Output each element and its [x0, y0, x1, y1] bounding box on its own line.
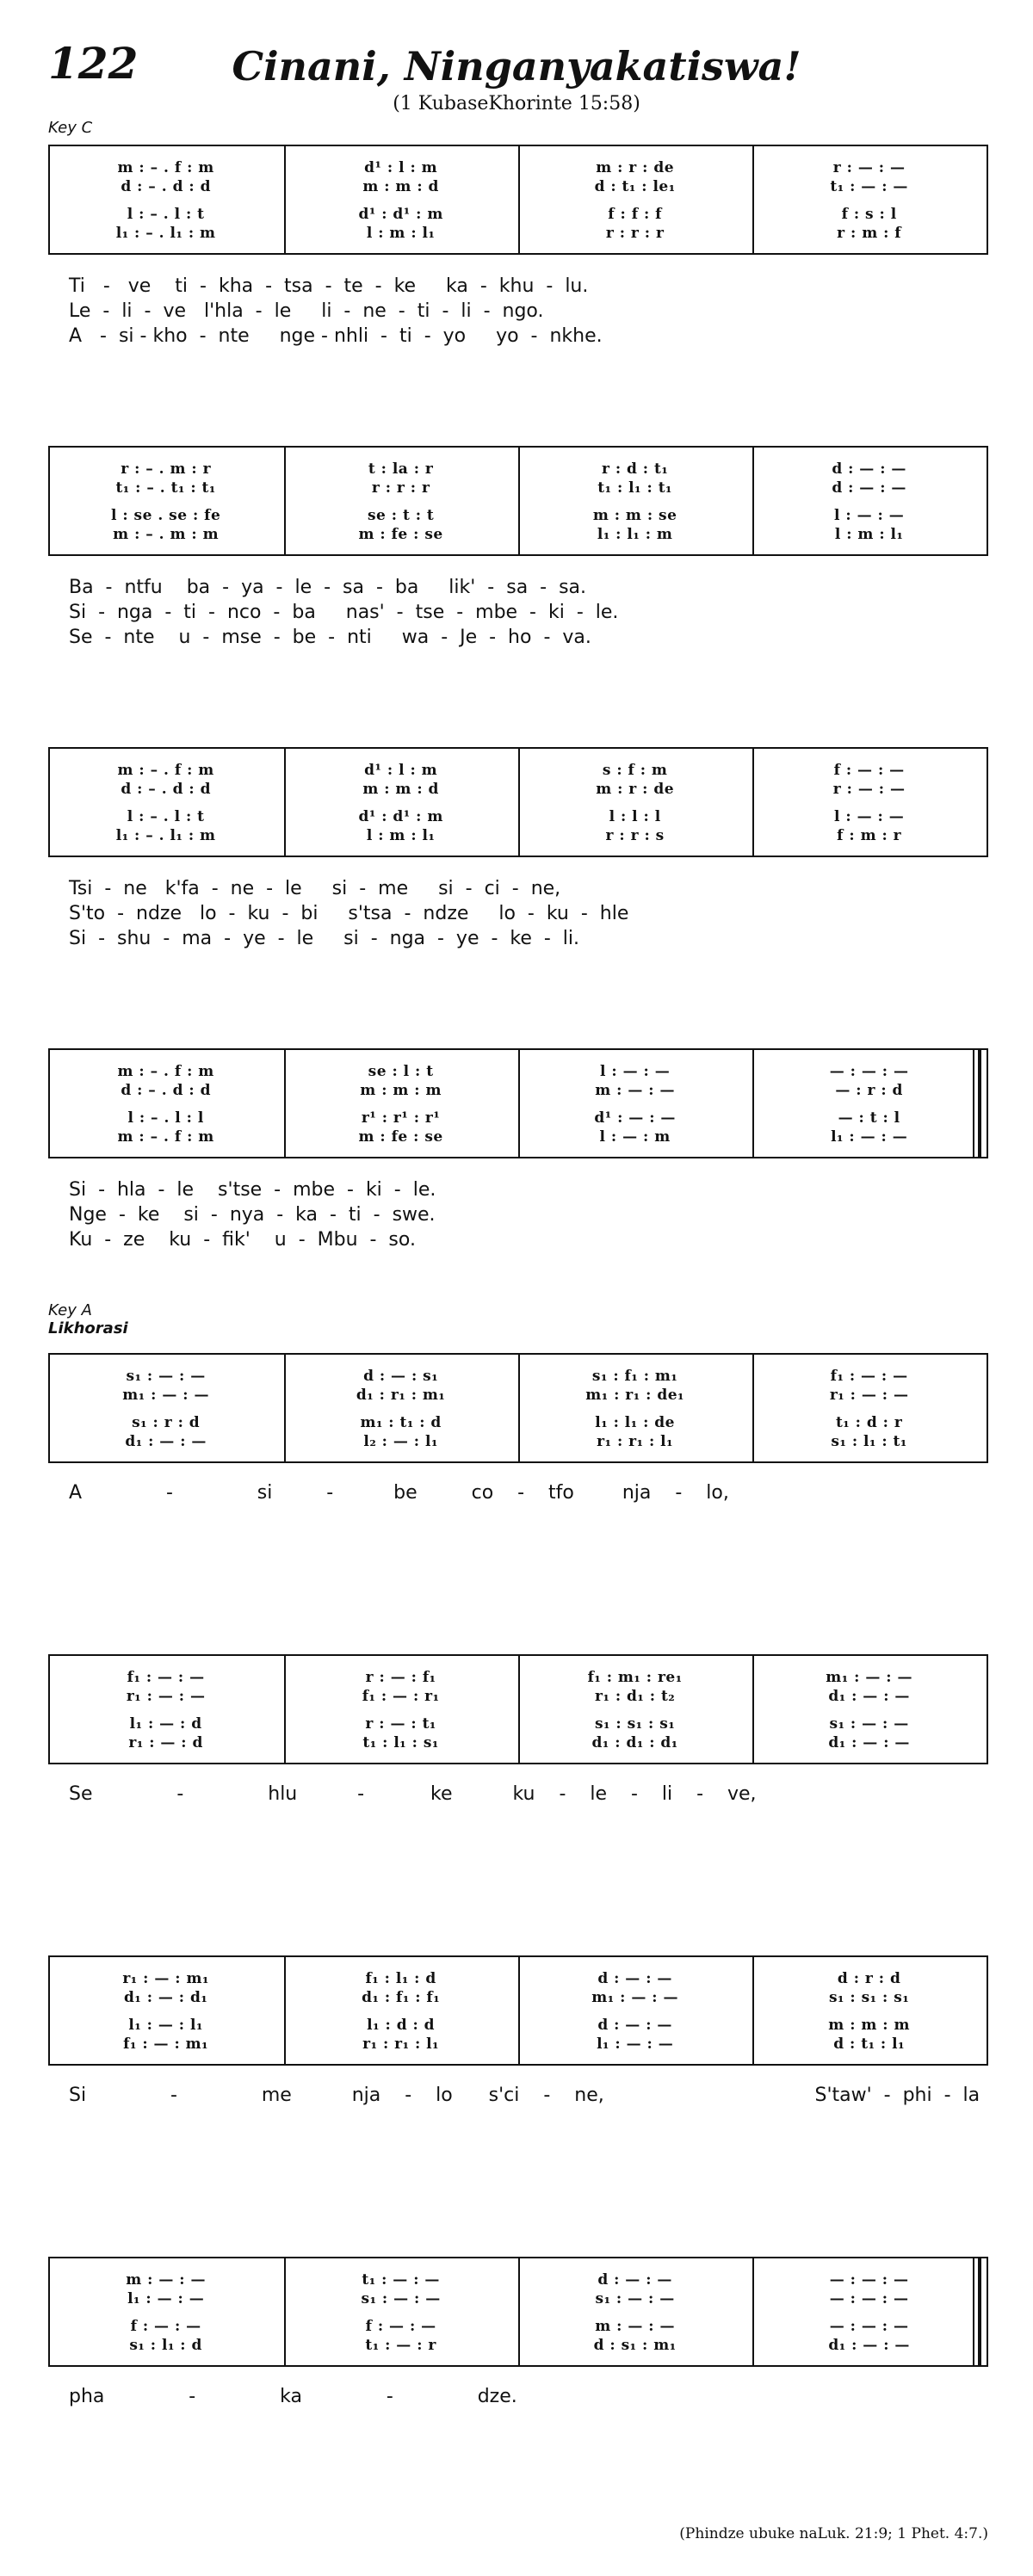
- upper-voices: [286, 460, 516, 497]
- solfa-line: t₁ : — : r: [365, 2337, 436, 2354]
- solfa-line: d₁ : — : —: [828, 2337, 910, 2354]
- solfa-line: l : m : l₁: [366, 225, 436, 242]
- lyric-line: Ba - ntfu ba - ya - le - sa - ba lik' - sa - sa.: [69, 577, 587, 598]
- solfa-line: r₁ : r₁ : l₁: [362, 2035, 440, 2053]
- lyric-line: Se - hlu - ke ku - le - li - ve,: [69, 1783, 757, 1805]
- solfa-line: r¹ : r¹ : r¹: [361, 1109, 441, 1127]
- hymn-title: Cinani, Ninganyakatiswa!: [232, 43, 801, 90]
- solfa-line: f₁ : — : —: [830, 1368, 908, 1385]
- solfa-line: r : r : s: [605, 827, 665, 844]
- lyric-line: A - si - be co - tfo nja - lo,: [69, 1482, 729, 1504]
- solfa-line: l : se . se : fe: [110, 507, 221, 524]
- upper-voices: [520, 158, 750, 196]
- solfa-line: — : — : —: [829, 1063, 909, 1080]
- upper-voices: [754, 2270, 984, 2308]
- lower-voices: [754, 506, 984, 544]
- solfa-line: l₁ : – . l₁ : m: [115, 827, 216, 844]
- solfa-line: d₁ : f₁ : f₁: [362, 1989, 441, 2006]
- lower-voices: [520, 1714, 750, 1752]
- solfa-line: d : r : d: [837, 1970, 901, 1987]
- upper-voices: [286, 761, 516, 799]
- measure: [518, 1656, 750, 1763]
- solfa-line: f : f : f: [608, 206, 662, 223]
- solfa-line: — : — : —: [829, 2271, 909, 2289]
- solfa-line: m₁ : — : —: [591, 1989, 678, 2006]
- solfa-line: s₁ : r : d: [132, 1414, 201, 1431]
- measure: [752, 749, 984, 856]
- measure: [752, 1050, 984, 1157]
- upper-voices: [754, 1668, 984, 1706]
- solfa-line: se : t : t: [367, 507, 435, 524]
- lower-voices: [754, 2016, 984, 2054]
- lyric-line: S'to - ndze lo - ku - bi s'tsa - ndze lo - ku - hle: [69, 903, 629, 924]
- scripture-reference: (1 KubaseKhorinte 15:58): [393, 93, 640, 114]
- footer-reference: (Phindze ubuke naLuk. 21:9; 1 Phet. 4:7.): [679, 2525, 988, 2542]
- upper-voices: [286, 1062, 516, 1100]
- solfa-line: d₁ : — : —: [828, 1688, 910, 1705]
- solfa-line: — : — : —: [829, 2290, 909, 2307]
- solfa-line: d¹ : d¹ : m: [358, 206, 443, 223]
- solfa-line: r : — : —: [832, 159, 906, 176]
- solfa-line: d : — : —: [832, 460, 906, 478]
- solfa-line: m₁ : — : —: [122, 1387, 209, 1404]
- measure: [752, 448, 984, 554]
- solfa-line: d : — : —: [597, 2271, 672, 2289]
- final-barline: [973, 1050, 981, 1157]
- upper-voices: [50, 761, 281, 799]
- solfa-line: s₁ : — : —: [126, 1368, 206, 1385]
- solfa-line: r : — : —: [832, 781, 906, 798]
- measure: [518, 448, 750, 554]
- solfa-line: s₁ : f₁ : m₁: [591, 1368, 678, 1385]
- lower-voices: [50, 205, 281, 243]
- lyric-line: Ku - ze ku - fik' u - Mbu - so.: [69, 1229, 416, 1251]
- music-system: [48, 747, 988, 857]
- solfa-line: l : — : —: [834, 507, 905, 524]
- solfa-line: d¹ : l : m: [364, 762, 438, 779]
- lyrics-block: [69, 1480, 981, 1505]
- measure: [518, 749, 750, 856]
- upper-voices: [520, 1367, 750, 1405]
- lyric-line: pha - ka - dze.: [69, 2386, 517, 2407]
- solfa-line: d₁ : d₁ : d₁: [591, 1734, 678, 1751]
- solfa-line: f₁ : — : r₁: [362, 1688, 440, 1705]
- solfa-line: f : — : —: [833, 762, 905, 779]
- solfa-line: r : m : f: [837, 225, 902, 242]
- measure: [284, 146, 516, 253]
- solfa-line: d¹ : d¹ : m: [358, 808, 443, 825]
- solfa-line: r : – . m : r: [121, 460, 212, 478]
- lower-voices: [520, 2317, 750, 2355]
- music-system: [48, 1654, 988, 1764]
- measure: [752, 2258, 984, 2365]
- solfa-line: f₁ : m₁ : re₁: [587, 1669, 683, 1686]
- solfa-line: r₁ : — : m₁: [122, 1970, 209, 1987]
- solfa-line: r₁ : — : —: [126, 1688, 206, 1705]
- solfa-line: — : t : l: [838, 1109, 900, 1127]
- solfa-line: d : – . d : d: [121, 781, 211, 798]
- solfa-line: t₁ : — : —: [830, 178, 908, 195]
- solfa-line: d : – . d : d: [121, 178, 211, 195]
- lyric-line: Ti - ve ti - kha - tsa - te - ke ka - khu - lu.: [69, 275, 589, 297]
- solfa-line: f₁ : — : m₁: [123, 2035, 209, 2053]
- lower-voices: [754, 807, 984, 845]
- solfa-line: r₁ : — : —: [829, 1387, 909, 1404]
- measure: [50, 749, 281, 856]
- measure: [284, 1656, 516, 1763]
- solfa-line: r : d : t₁: [601, 460, 669, 478]
- lyric-line: Si - nga - ti - nco - ba nas' - tse - mbe - ki - le.: [69, 602, 619, 623]
- solfa-line: m : r : de: [596, 159, 675, 176]
- upper-voices: [520, 1062, 750, 1100]
- solfa-line: m : – . f : m: [117, 1063, 214, 1080]
- solfa-line: m : – . f : m: [117, 1128, 214, 1146]
- upper-voices: [520, 1969, 750, 2007]
- solfa-line: t₁ : – . t₁ : t₁: [115, 479, 216, 497]
- solfa-line: r : r : r: [605, 225, 665, 242]
- lower-voices: [520, 807, 750, 845]
- upper-voices: [286, 2270, 516, 2308]
- solfa-line: s₁ : l₁ : d: [129, 2337, 202, 2354]
- upper-voices: [50, 460, 281, 497]
- lower-voices: [286, 1413, 516, 1451]
- solfa-line: d : s₁ : m₁: [593, 2337, 677, 2354]
- solfa-line: t₁ : l₁ : s₁: [362, 1734, 439, 1751]
- solfa-line: m : m : m: [828, 2017, 910, 2034]
- solfa-line: l₁ : — : —: [831, 1128, 908, 1146]
- solfa-line: l₁ : d : d: [367, 2017, 436, 2034]
- lower-voices: [50, 506, 281, 544]
- key-label: [48, 119, 92, 137]
- solfa-line: m : – . f : m: [117, 159, 214, 176]
- lyric-line: Le - li - ve l'hla - le li - ne - ti - li - ngo.: [69, 300, 544, 322]
- solfa-line: m : – . f : m: [117, 762, 214, 779]
- solfa-line: l : – . l : l: [127, 1109, 204, 1127]
- solfa-line: r₁ : d₁ : t₂: [595, 1688, 676, 1705]
- hymn-number: 122: [48, 38, 139, 89]
- measure: [518, 1355, 750, 1461]
- solfa-line: m₁ : t₁ : d: [360, 1414, 442, 1431]
- lower-voices: [520, 1413, 750, 1451]
- lyric-line: Se - nte u - mse - be - nti wa - Je - ho - va.: [69, 627, 591, 648]
- solfa-line: d : — : —: [597, 1970, 672, 1987]
- upper-voices: [50, 2270, 281, 2308]
- solfa-line: t₁ : l₁ : t₁: [597, 479, 672, 497]
- measure: [284, 448, 516, 554]
- upper-voices: [754, 158, 984, 196]
- music-system: [48, 1353, 988, 1463]
- solfa-line: f₁ : l₁ : d: [365, 1970, 436, 1987]
- measure: [284, 749, 516, 856]
- solfa-line: s₁ : s₁ : s₁: [594, 1715, 676, 1733]
- solfa-line: l : — : —: [600, 1063, 671, 1080]
- lower-voices: [520, 2016, 750, 2054]
- solfa-line: m₁ : r₁ : de₁: [585, 1387, 684, 1404]
- lyrics-block: [69, 876, 981, 951]
- lower-voices: [50, 1413, 281, 1451]
- lyric-line: A - si - kho - nte nge - nhli - ti - yo yo - nkhe.: [69, 325, 603, 347]
- lower-voices: [50, 2317, 281, 2355]
- solfa-line: l₁ : l₁ : de: [595, 1414, 675, 1431]
- upper-voices: [50, 1668, 281, 1706]
- music-system: [48, 1955, 988, 2066]
- upper-voices: [50, 1969, 281, 2007]
- solfa-line: d : — : s₁: [363, 1368, 439, 1385]
- measure: [50, 1355, 281, 1461]
- measure: [752, 1957, 984, 2064]
- solfa-line: s₁ : — : —: [595, 2290, 675, 2307]
- measure: [50, 448, 281, 554]
- measure: [50, 2258, 281, 2365]
- music-system: [48, 145, 988, 255]
- music-system: [48, 2257, 988, 2367]
- solfa-line: l₁ : – . l₁ : m: [115, 225, 216, 242]
- solfa-line: m : fe : se: [358, 1128, 443, 1146]
- solfa-line: d : — : —: [832, 479, 906, 497]
- measure: [518, 1957, 750, 2064]
- upper-voices: [286, 158, 516, 196]
- solfa-line: — : r : d: [835, 1082, 903, 1099]
- solfa-line: m : r : de: [596, 781, 675, 798]
- solfa-line: m : m : d: [362, 178, 439, 195]
- solfa-line: l₂ : — : l₁: [363, 1433, 438, 1450]
- measure: [752, 1355, 984, 1461]
- solfa-line: d : t₁ : le₁: [594, 178, 676, 195]
- lower-voices: [50, 2016, 281, 2054]
- solfa-line: l : – . l : t: [127, 206, 205, 223]
- solfa-line: s₁ : l₁ : t₁: [831, 1433, 907, 1450]
- measure: [284, 1957, 516, 2064]
- lyrics-block: [69, 575, 981, 650]
- upper-voices: [520, 1668, 750, 1706]
- lower-voices: [520, 205, 750, 243]
- solfa-line: d¹ : l : m: [364, 159, 438, 176]
- solfa-line: d : — : —: [597, 2017, 672, 2034]
- lyric-line: Si - hla - le s'tse - mbe - ki - le.: [69, 1179, 436, 1201]
- solfa-line: f : s : l: [841, 206, 897, 223]
- solfa-line: d₁ : — : d₁: [123, 1989, 208, 2006]
- measure: [518, 1050, 750, 1157]
- solfa-line: — : — : —: [829, 2318, 909, 2335]
- lower-voices: [754, 1413, 984, 1451]
- upper-voices: [520, 761, 750, 799]
- upper-voices: [520, 460, 750, 497]
- lower-voices: [286, 2317, 516, 2355]
- upper-voices: [754, 1062, 984, 1100]
- measure: [50, 146, 281, 253]
- measure: [752, 1656, 984, 1763]
- lower-voices: [286, 1109, 516, 1146]
- solfa-line: l₁ : — : l₁: [128, 2017, 203, 2034]
- lower-voices: [286, 1714, 516, 1752]
- lyric-line: Nge - ke si - nya - ka - ti - swe.: [69, 1204, 436, 1226]
- solfa-line: f : m : r: [837, 827, 902, 844]
- lyric-line: Tsi - ne k'fa - ne - le si - me si - ci - ne,: [69, 878, 561, 899]
- solfa-line: l : – . l : t: [127, 808, 205, 825]
- upper-voices: [286, 1367, 516, 1405]
- lower-voices: [286, 506, 516, 544]
- upper-voices: [754, 1969, 984, 2007]
- measure: [50, 1957, 281, 2064]
- music-system: [48, 1048, 988, 1158]
- lower-voices: [754, 1714, 984, 1752]
- lyrics-block: [69, 274, 981, 349]
- lyric-line: Si - me nja - lo s'ci - ne, S'taw' - phi - la: [69, 2085, 980, 2106]
- solfa-line: m : m : m: [360, 1082, 442, 1099]
- solfa-line: l₁ : — : —: [127, 2290, 205, 2307]
- solfa-line: m : fe : se: [358, 526, 443, 543]
- key-text: Key C: [48, 119, 93, 137]
- solfa-line: r : r : r: [371, 479, 430, 497]
- lyrics-block: [69, 2384, 981, 2409]
- lower-voices: [50, 1714, 281, 1752]
- measure: [50, 1050, 281, 1157]
- solfa-line: l : l : l: [609, 808, 661, 825]
- solfa-line: m : m : se: [592, 507, 677, 524]
- lower-voices: [286, 205, 516, 243]
- chorus-label: Likhorasi: [48, 1319, 128, 1337]
- solfa-line: t₁ : — : —: [362, 2271, 440, 2289]
- upper-voices: [520, 2270, 750, 2308]
- solfa-line: s₁ : — : —: [829, 1715, 909, 1733]
- solfa-line: se : l : t: [368, 1063, 434, 1080]
- final-barline: [973, 2258, 981, 2365]
- measure: [284, 1050, 516, 1157]
- lower-voices: [286, 807, 516, 845]
- lyrics-block: [69, 1782, 981, 1807]
- solfa-line: r₁ : — : d: [128, 1734, 203, 1751]
- lower-voices: [520, 506, 750, 544]
- measure: [752, 146, 984, 253]
- solfa-line: f : — : —: [365, 2318, 436, 2335]
- solfa-line: d¹ : — : —: [594, 1109, 676, 1127]
- solfa-line: l : — : m: [599, 1128, 671, 1146]
- solfa-line: s₁ : — : —: [361, 2290, 441, 2307]
- upper-voices: [754, 761, 984, 799]
- lower-voices: [50, 1109, 281, 1146]
- solfa-line: d : – . d : d: [121, 1082, 211, 1099]
- solfa-line: t : la : r: [368, 460, 434, 478]
- measure: [50, 1656, 281, 1763]
- solfa-line: l₁ : l₁ : m: [597, 526, 673, 543]
- solfa-line: d₁ : — : —: [828, 1734, 910, 1751]
- solfa-line: m₁ : — : —: [826, 1669, 912, 1686]
- solfa-line: m : — : —: [595, 1082, 675, 1099]
- solfa-line: r₁ : r₁ : l₁: [597, 1433, 674, 1450]
- solfa-line: d : t₁ : l₁: [833, 2035, 906, 2053]
- upper-voices: [286, 1668, 516, 1706]
- upper-voices: [754, 1367, 984, 1405]
- solfa-line: s : f : m: [602, 762, 668, 779]
- measure: [518, 146, 750, 253]
- lyric-line: Si - shu - ma - ye - le si - nga - ye - ke - li.: [69, 928, 580, 949]
- lower-voices: [50, 807, 281, 845]
- music-system: [48, 446, 988, 556]
- measure: [284, 1355, 516, 1461]
- solfa-line: m : m : d: [362, 781, 439, 798]
- measure: [518, 2258, 750, 2365]
- upper-voices: [50, 1062, 281, 1100]
- lower-voices: [520, 1109, 750, 1146]
- lyrics-block: [69, 1177, 981, 1252]
- solfa-line: l₁ : — : —: [597, 2035, 674, 2053]
- solfa-line: r : — : t₁: [365, 1715, 436, 1733]
- solfa-line: f₁ : — : —: [127, 1669, 205, 1686]
- solfa-line: m : – . m : m: [113, 526, 220, 543]
- lower-voices: [286, 2016, 516, 2054]
- solfa-line: m : — : —: [595, 2318, 675, 2335]
- lower-voices: [754, 205, 984, 243]
- upper-voices: [286, 1969, 516, 2007]
- solfa-line: l₁ : — : d: [129, 1715, 202, 1733]
- solfa-line: t₁ : d : r: [835, 1414, 903, 1431]
- lower-voices: [754, 1109, 984, 1146]
- lower-voices: [754, 2317, 984, 2355]
- solfa-line: f : — : —: [130, 2318, 201, 2335]
- measure: [284, 2258, 516, 2365]
- solfa-line: l : m : l₁: [834, 526, 904, 543]
- solfa-line: l : m : l₁: [366, 827, 436, 844]
- solfa-line: d₁ : — : —: [125, 1433, 207, 1450]
- solfa-line: s₁ : s₁ : s₁: [828, 1989, 910, 2006]
- solfa-line: r : — : f₁: [365, 1669, 436, 1686]
- upper-voices: [50, 1367, 281, 1405]
- solfa-line: d₁ : r₁ : m₁: [356, 1387, 446, 1404]
- solfa-line: l : — : —: [834, 808, 905, 825]
- key-text: Key A: [48, 1301, 92, 1319]
- upper-voices: [50, 158, 281, 196]
- chorus-key-label: [48, 1301, 128, 1337]
- solfa-line: m : — : —: [126, 2271, 206, 2289]
- upper-voices: [754, 460, 984, 497]
- lyrics-block: [69, 2083, 981, 2108]
